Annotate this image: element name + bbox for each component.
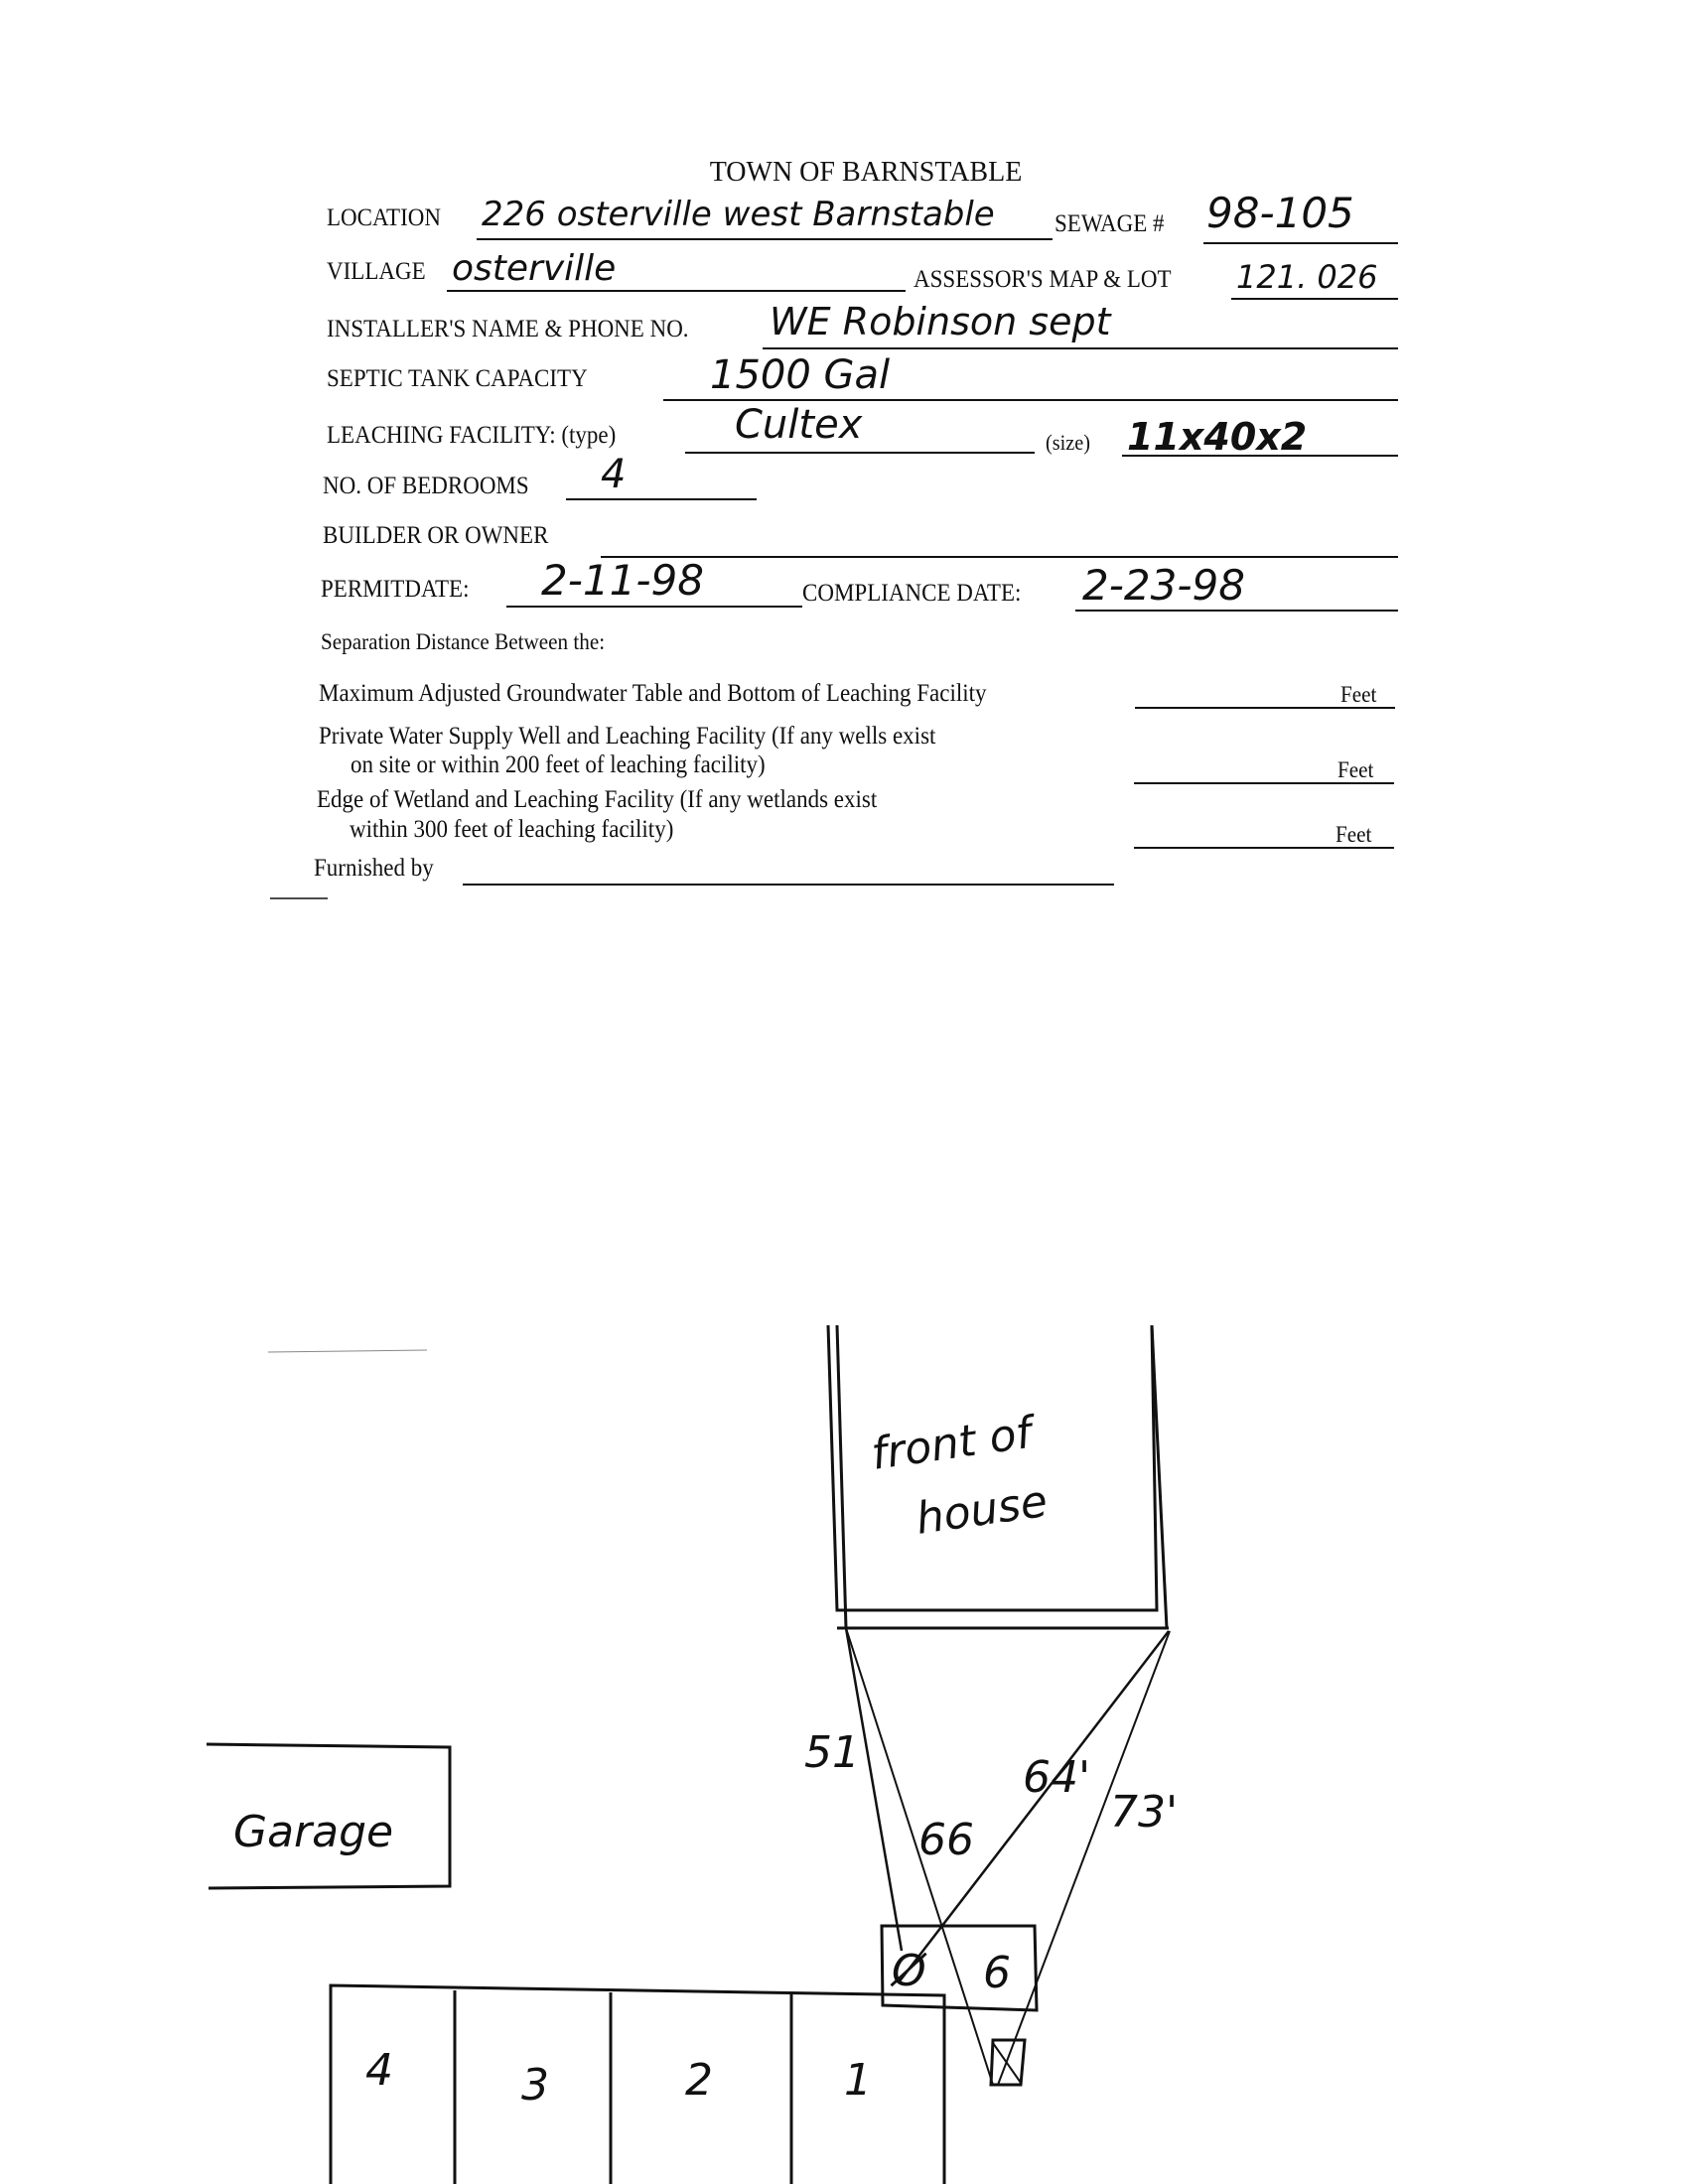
garage-label: Garage (233, 1807, 394, 1857)
distance-label-66: 66 (918, 1815, 974, 1865)
house-left-wall (837, 1325, 846, 1628)
bedrooms-label: NO. OF BEDROOMS (323, 473, 529, 499)
house-label-2: house (913, 1475, 1051, 1545)
village-label: VILLAGE (327, 258, 426, 285)
distance-label-73: 73' (1110, 1787, 1179, 1838)
sep-groundwater: Maximum Adjusted Groundwater Table and Bottom of Leaching Facility (319, 680, 987, 707)
house-label-1: front of (868, 1407, 1036, 1480)
permit-value: 2-11-98 (541, 556, 704, 605)
sep-wetland-1: Edge of Wetland and Leaching Facility (If any wetlands exist (317, 786, 878, 813)
village-value: osterville (452, 248, 617, 289)
permit-label: PERMITDATE: (321, 576, 470, 603)
location-value: 226 osterville west Barnstable (482, 195, 995, 234)
distance-line-51 (846, 1628, 902, 1951)
furnished-label: Furnished by (314, 855, 434, 882)
tank-mark-1: Ø (892, 1946, 926, 1996)
size-label: (size) (1046, 430, 1090, 455)
trench-number: 1 (844, 2055, 872, 2106)
tank-mark-2: 6 (983, 1948, 1011, 1998)
sep-well-1: Private Water Supply Well and Leaching Facility (If any wells exist (319, 723, 936, 750)
sep-well-feet: Feet (1337, 757, 1374, 782)
distance-line-73 (998, 1631, 1170, 2085)
compliance-label: COMPLIANCE DATE: (802, 580, 1022, 607)
form-title: TOWN OF BARNSTABLE (709, 157, 1023, 188)
sewage-value: 98-105 (1206, 189, 1354, 237)
sep-wetland-feet: Feet (1336, 822, 1372, 847)
installer-value: WE Robinson sept (770, 300, 1111, 343)
septic-label: SEPTIC TANK CAPACITY (327, 365, 588, 392)
sewage-label: SEWAGE # (1055, 210, 1165, 237)
sep-well-2: on site or within 200 feet of leaching facility) (351, 751, 766, 778)
bedrooms-value: 4 (601, 452, 627, 497)
leaching-value: Cultex (735, 402, 863, 448)
trench-number: 3 (521, 2060, 549, 2111)
trench-number: 2 (685, 2055, 713, 2106)
size-value: 11x40x2 (1127, 415, 1308, 459)
assessor-label: ASSESSOR'S MAP & LOT (914, 266, 1172, 293)
sep-groundwater-feet: Feet (1340, 682, 1377, 707)
distance-label-51: 51 (804, 1727, 860, 1778)
septic-value: 1500 Gal (710, 352, 891, 398)
installer-label: INSTALLER'S NAME & PHONE NO. (327, 316, 689, 342)
distance-label-64: 64' (1023, 1752, 1091, 1803)
assessor-value: 121. 026 (1236, 258, 1378, 296)
leaching-label: LEACHING FACILITY: (type) (327, 422, 617, 449)
location-label: LOCATION (327, 205, 441, 231)
builder-label: BUILDER OR OWNER (323, 522, 549, 549)
separation-heading: Separation Distance Between the: (321, 629, 606, 654)
trench-number: 4 (365, 2045, 393, 2096)
sep-wetland-2: within 300 feet of leaching facility) (350, 816, 674, 843)
compliance-value: 2-23-98 (1082, 561, 1245, 610)
